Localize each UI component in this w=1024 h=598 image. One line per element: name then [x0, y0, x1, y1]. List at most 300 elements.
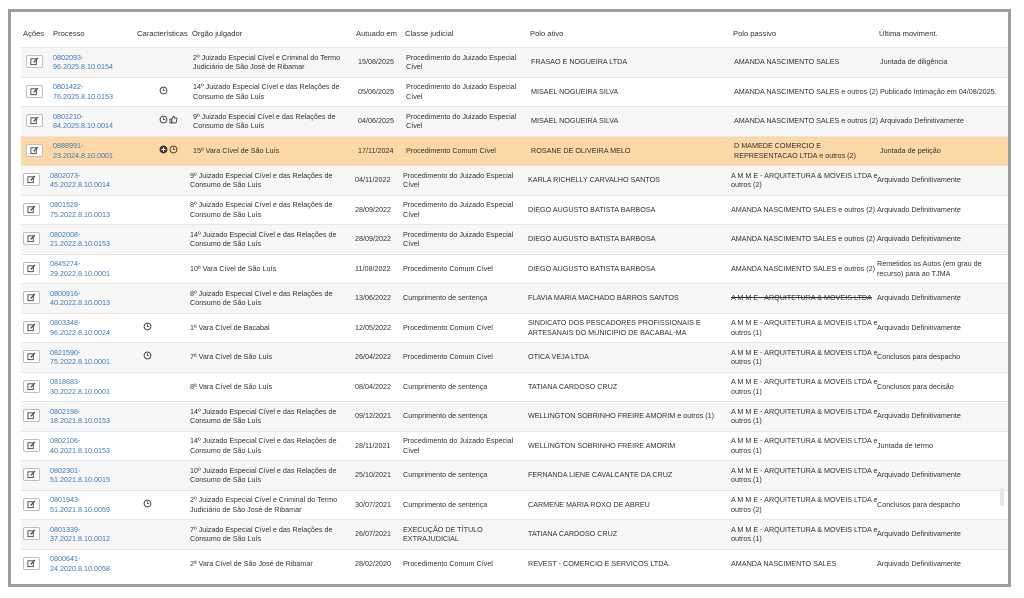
polo-passivo-text: A M M E - ARQUITETURA & MOVEIS LTDA e outros (1)	[731, 465, 878, 485]
polo-passivo	[731, 343, 879, 372]
autuado-em	[355, 343, 403, 372]
table-row[interactable]	[21, 47, 1009, 77]
autuado-em-text: 11/08/2022	[355, 263, 391, 273]
autuado-em	[358, 137, 406, 166]
classe-judicial	[403, 225, 523, 254]
edit-icon	[30, 57, 39, 66]
process-number-link[interactable]	[53, 48, 133, 77]
header-ultima-movimentacao[interactable]: Última moviment.	[879, 29, 938, 38]
process-number-link-text[interactable]: 0801528-75.2022.8.10.0013	[50, 200, 110, 219]
edit-icon	[27, 234, 36, 243]
classe-judicial-text: Procedimento do Juizado Especial Cível	[406, 82, 517, 101]
classe-judicial-text: Procedimento Comum Cível	[403, 352, 493, 362]
edit-process-button[interactable]	[26, 144, 43, 157]
clock-icon	[143, 499, 152, 511]
autuado-em-text: 04/11/2022	[355, 175, 391, 185]
polo-ativo	[528, 491, 728, 520]
autuado-em-text: 05/06/2025	[358, 86, 394, 96]
polo-ativo	[531, 107, 731, 136]
polo-passivo-text: AMANDA NASCIMENTO SALES e outros (2)	[731, 204, 876, 214]
characteristics-icons	[159, 78, 189, 107]
characteristics-icons	[143, 491, 173, 520]
process-number-link[interactable]	[50, 284, 130, 313]
orgao-julgador	[190, 284, 350, 313]
process-number-link-text[interactable]: 0801422-76.2025.8.10.0153	[53, 82, 113, 101]
edit-icon	[27, 264, 36, 273]
process-number-link-text[interactable]: 0802106-40.2021.8.10.0153	[50, 436, 110, 455]
classe-judicial	[403, 461, 523, 490]
clock-icon	[169, 145, 178, 157]
orgao-julgador-text: 9º Juizado Especial Cível e das Relações de Consumo de São Luís	[193, 111, 336, 131]
characteristics-icons	[143, 402, 173, 431]
edit-process-button[interactable]	[23, 380, 40, 393]
classe-judicial	[403, 491, 523, 520]
polo-ativo-text: ROSANE DE OLIVEIRA MELO	[531, 145, 631, 155]
orgao-julgador-text: 7ª Vara Cível de São Luís	[190, 352, 273, 362]
classe-judicial	[403, 550, 523, 579]
process-number-link[interactable]	[50, 402, 130, 431]
polo-passivo	[731, 225, 879, 254]
edit-process-button[interactable]	[23, 468, 40, 481]
ultima-movimentacao	[877, 284, 1005, 313]
orgao-julgador-text: 10ª Vara Cível de São Luís	[190, 263, 277, 273]
orgao-julgador	[190, 314, 350, 343]
orgao-julgador-text: 14º Juizado Especial Cível e das Relações de Consumo de São Luís	[190, 229, 337, 249]
orgao-julgador-text: 7º Juizado Especial Cível e das Relações de Consumo de São Luís	[190, 524, 333, 544]
process-number-link-text[interactable]: 0800916-40.2022.8.10.0013	[50, 288, 110, 308]
edit-icon	[27, 382, 36, 391]
characteristics-icons	[143, 225, 173, 254]
autuado-em	[355, 550, 403, 579]
classe-judicial	[406, 137, 526, 166]
edit-icon	[27, 411, 36, 420]
polo-ativo	[528, 373, 728, 402]
polo-passivo-text: AMANDA NASCIMENTO SALES	[731, 558, 837, 568]
classe-judicial	[403, 166, 523, 195]
polo-ativo	[528, 255, 728, 284]
process-number-link-text[interactable]: 0800641-24.2020.8.10.0058	[50, 554, 110, 573]
autuado-em	[355, 432, 403, 461]
polo-ativo-text: DIEGO AUGUSTO BATISTA BARBOSA	[528, 263, 656, 273]
edit-icon	[27, 559, 36, 568]
edit-icon	[27, 175, 36, 184]
classe-judicial-text: Cumprimento de sentença	[403, 381, 488, 391]
polo-ativo	[531, 48, 731, 77]
edit-icon	[27, 470, 36, 479]
orgao-julgador-text: 2ª Vara Cível de São José de Ribamar	[190, 558, 313, 568]
process-number-link[interactable]	[50, 343, 130, 372]
polo-passivo-text: D MAMEDE COMERCIO E REPRESENTACAO LTDA e outros (2)	[734, 141, 856, 160]
characteristics-icons	[143, 314, 173, 343]
polo-passivo-text: A M M E - ARQUITETURA & MOVEIS LTDA e outros (2)	[731, 495, 878, 514]
process-number-link[interactable]	[50, 432, 130, 461]
autuado-em-text: 30/07/2021	[355, 499, 391, 509]
classe-judicial-text: EXECUÇÃO DE TÍTULO EXTRAJUDICIAL	[403, 524, 483, 544]
ultima-movimentacao	[877, 343, 1005, 372]
table-row[interactable]	[21, 342, 1009, 372]
polo-ativo	[531, 137, 731, 166]
process-number-link-text[interactable]: 0802008-21.2022.8.10.0153	[50, 229, 110, 249]
edit-icon	[27, 529, 36, 538]
autuado-em-text: 25/10/2021	[355, 470, 391, 480]
autuado-em	[355, 314, 403, 343]
edit-process-button[interactable]	[23, 557, 40, 570]
characteristics-icons	[143, 284, 173, 313]
clock-icon	[159, 115, 168, 127]
polo-ativo	[528, 196, 728, 225]
header-polo-passivo[interactable]: Polo passivo	[733, 29, 777, 38]
edit-icon	[27, 500, 36, 509]
classe-judicial	[403, 284, 523, 313]
classe-judicial-text: Cumprimento de sentença	[403, 293, 488, 303]
polo-passivo	[731, 520, 879, 549]
classe-judicial	[403, 314, 523, 343]
process-number-link[interactable]	[50, 196, 130, 225]
polo-ativo-text: FERNANDA LIENE CAVALCANTE DA CRUZ	[528, 470, 673, 480]
table-row[interactable]	[21, 519, 1009, 549]
table-row[interactable]	[21, 372, 1009, 402]
ultima-movimentacao-text: Conclusos para despacho	[877, 499, 961, 509]
process-number-link[interactable]	[50, 255, 130, 284]
process-number-link-text[interactable]: 0801210-84.2025.8.10.0014	[53, 111, 113, 131]
classe-judicial-text: Procedimento Comum Cível	[403, 322, 493, 332]
ultima-movimentacao	[877, 461, 1005, 490]
autuado-em	[355, 520, 403, 549]
header-processo[interactable]: Processo	[53, 29, 85, 38]
polo-passivo	[731, 196, 879, 225]
table-row[interactable]	[21, 195, 1009, 225]
ultima-movimentacao	[877, 550, 1005, 579]
process-number-link[interactable]	[50, 491, 130, 520]
ultima-movimentacao-text: Arquivado Definitivamente	[877, 470, 961, 480]
autuado-em-text: 28/11/2021	[355, 440, 391, 450]
characteristics-icons	[159, 107, 189, 136]
edit-process-button[interactable]	[23, 439, 40, 452]
autuado-em	[355, 255, 403, 284]
orgao-julgador-text: 14º Juizado Especial Cível e das Relações de Consumo de São Luís	[190, 436, 337, 455]
ultima-movimentacao-text: Publicado Intimação em 04/08/2025.	[880, 86, 997, 96]
polo-ativo-text: TATIANA CARDOSO CRUZ	[528, 529, 618, 539]
polo-ativo-text: MISAEL NOGUEIRA SILVA	[531, 116, 619, 126]
characteristics-icons	[143, 520, 173, 549]
process-list-panel	[8, 9, 1011, 587]
table-row[interactable]	[21, 77, 1009, 107]
classe-judicial	[403, 255, 523, 284]
process-number-link-text[interactable]: 0802073-45.2022.8.10.0014	[50, 170, 110, 190]
edit-process-button[interactable]	[23, 409, 40, 422]
edit-icon	[27, 352, 36, 361]
classe-judicial	[403, 373, 523, 402]
ultima-movimentacao	[877, 402, 1005, 431]
scroll-indicator[interactable]	[1000, 488, 1004, 506]
ultima-movimentacao-text: Arquivado Definitivamente	[877, 322, 961, 332]
process-number-link-text[interactable]: 0802198-18.2021.8.10.0153	[50, 406, 110, 426]
polo-passivo	[731, 432, 879, 461]
edit-process-button[interactable]	[23, 321, 40, 334]
classe-judicial-text: Cumprimento de sentença	[403, 470, 488, 480]
autuado-em	[355, 491, 403, 520]
thumbs-up-icon	[169, 115, 178, 127]
orgao-julgador	[190, 373, 350, 402]
polo-passivo-text: AMANDA NASCIMENTO SALES e outros (2)	[734, 116, 879, 126]
process-number-link[interactable]	[50, 225, 130, 254]
edit-process-button[interactable]	[26, 114, 43, 127]
process-number-link[interactable]	[50, 461, 130, 490]
edit-process-button[interactable]	[23, 203, 40, 216]
polo-passivo	[731, 461, 879, 490]
orgao-julgador-text: 8ª Vara Cível de São Luís	[190, 381, 273, 391]
process-number-link-text[interactable]: 0818683-30.2022.8.10.0001	[50, 377, 110, 396]
ultima-movimentacao-text: Conclusos para decisão	[877, 381, 954, 391]
characteristics-icons	[143, 432, 173, 461]
orgao-julgador	[193, 78, 353, 107]
process-number-link[interactable]	[53, 78, 133, 107]
orgao-julgador	[190, 225, 350, 254]
classe-judicial	[403, 520, 523, 549]
polo-passivo-text: A M M E - ARQUITETURA & MOVEIS LTDA e outros (1)	[731, 436, 878, 455]
polo-ativo-text: FRASAO E NOGUEIRA LTDA	[531, 57, 628, 67]
process-number-link-text[interactable]: 0802301-51.2021.8.10.0015	[50, 465, 110, 485]
ultima-movimentacao-text: Juntada de diligência	[880, 57, 948, 67]
ultima-movimentacao-text: Arquivado Definitivamente	[877, 529, 961, 539]
table-row[interactable]	[21, 136, 1009, 166]
edit-process-button[interactable]	[23, 527, 40, 540]
edit-process-button[interactable]	[23, 350, 40, 363]
table-row[interactable]	[21, 283, 1009, 313]
polo-passivo	[734, 48, 882, 77]
header-orgao[interactable]: Órgão julgador	[192, 29, 243, 38]
autuado-em-text: 13/06/2022	[355, 293, 391, 303]
classe-judicial-text: Procedimento Comum Cível	[406, 145, 496, 155]
polo-ativo	[528, 520, 728, 549]
classe-judicial	[406, 78, 526, 107]
edit-process-button[interactable]	[26, 55, 43, 68]
autuado-em-text: 15/08/2025	[358, 57, 394, 67]
autuado-em	[355, 461, 403, 490]
polo-passivo	[731, 284, 879, 313]
orgao-julgador-text: 10º Juizado Especial Cível e das Relações de Consumo de São Luís	[190, 465, 337, 485]
ultima-movimentacao	[877, 432, 1005, 461]
header-polo-ativo[interactable]: Polo ativo	[530, 29, 564, 38]
autuado-em	[358, 107, 406, 136]
polo-ativo	[531, 78, 731, 107]
classe-judicial	[403, 432, 523, 461]
header-classe[interactable]: Classe judicial	[405, 29, 454, 38]
polo-ativo	[528, 166, 728, 195]
characteristics-icons	[143, 461, 173, 490]
polo-passivo	[731, 373, 879, 402]
autuado-em-text: 17/11/2024	[358, 145, 394, 155]
autuado-em	[355, 284, 403, 313]
ultima-movimentacao-text: Arquivado Definitivamente	[880, 116, 964, 126]
header-autuado[interactable]: Autuado em	[356, 29, 397, 38]
autuado-em	[355, 402, 403, 431]
characteristics-icons	[143, 373, 173, 402]
polo-passivo	[731, 491, 879, 520]
polo-passivo-text: A M M E - ARQUITETURA & MOVEIS LTDA	[731, 293, 872, 303]
orgao-julgador	[193, 137, 353, 166]
classe-judicial	[406, 107, 526, 136]
polo-ativo	[528, 432, 728, 461]
edit-process-button[interactable]	[23, 498, 40, 511]
characteristics-icons	[143, 550, 173, 579]
ultima-movimentacao	[880, 48, 1008, 77]
polo-ativo-text: CARMENE MARIA ROXO DE ABREU	[528, 499, 650, 509]
polo-ativo-text: SINDICATO DOS PESCADORES PROFISSIONAIS E ARTESANAIS DO MUNICIPIO DE BACABAL-MA	[528, 318, 701, 337]
polo-passivo-text: A M M E - ARQUITETURA & MOVEIS LTDA e outros (1)	[731, 347, 878, 367]
classe-judicial-text: Procedimento do Juizado Especial Cível	[403, 229, 514, 249]
orgao-julgador	[190, 432, 350, 461]
autuado-em	[355, 196, 403, 225]
orgao-julgador-text: 8º Juizado Especial Cível e das Relações de Consumo de São Luís	[190, 288, 333, 308]
characteristics-icons	[143, 255, 173, 284]
classe-judicial	[406, 48, 526, 77]
polo-passivo-text: AMANDA NASCIMENTO SALES e outros (2)	[734, 86, 879, 96]
ultima-movimentacao-text: Remetidos os Autos (em grau de recurso) para ao TJMA	[877, 259, 982, 278]
table-row[interactable]	[21, 401, 1009, 431]
edit-icon	[27, 205, 36, 214]
plus-circle-icon	[159, 145, 168, 157]
classe-judicial-text: Cumprimento de sentença	[403, 411, 488, 421]
polo-ativo-text: REVEST - COMERCIO E SERVICOS LTDA.	[528, 558, 671, 568]
autuado-em-text: 09/12/2021	[355, 411, 391, 421]
classe-judicial	[403, 196, 523, 225]
polo-passivo	[731, 550, 879, 579]
polo-passivo-text: A M M E - ARQUITETURA & MOVEIS LTDA e outros (1)	[731, 406, 878, 426]
ultima-movimentacao-text: Arquivado Definitivamente	[877, 558, 961, 568]
orgao-julgador-text: 8º Juizado Especial Cível e das Relações de Consumo de São Luís	[190, 200, 333, 219]
edit-process-button[interactable]	[23, 291, 40, 304]
table-row[interactable]	[21, 431, 1009, 461]
process-number-link-text[interactable]: 0803348-96.2022.8.10.0024	[50, 318, 110, 337]
autuado-em	[358, 48, 406, 77]
classe-judicial-text: Procedimento do Juizado Especial Cível	[403, 200, 514, 219]
polo-passivo-text: AMANDA NASCIMENTO SALES e outros (2)	[731, 234, 876, 244]
polo-passivo	[734, 78, 882, 107]
orgao-julgador-text: 14º Juizado Especial Cível e das Relações de Consumo de São Luís	[190, 406, 337, 426]
orgao-julgador-text: 2º Juizado Especial Cível e Criminal do Termo Judiciário de São José de Ribamar	[193, 52, 341, 72]
autuado-em	[355, 225, 403, 254]
polo-passivo	[731, 255, 879, 284]
characteristics-icons	[143, 166, 173, 195]
orgao-julgador	[190, 491, 350, 520]
orgao-julgador-text: 9º Juizado Especial Cível e das Relações de Consumo de São Luís	[190, 170, 333, 190]
process-number-link[interactable]	[53, 107, 133, 136]
table-row[interactable]	[21, 165, 1009, 195]
edit-process-button[interactable]	[23, 232, 40, 245]
edit-icon	[30, 146, 39, 155]
autuado-em-text: 08/04/2022	[355, 381, 391, 391]
orgao-julgador	[190, 520, 350, 549]
polo-passivo-text: A M M E - ARQUITETURA & MOVEIS LTDA e outros (1)	[731, 377, 878, 396]
table-row[interactable]	[21, 460, 1009, 490]
ultima-movimentacao	[880, 107, 1008, 136]
process-number-link-text[interactable]: 0845274-29.2022.8.10.0001	[50, 259, 110, 278]
polo-ativo	[528, 461, 728, 490]
header-acoes: Ações	[23, 29, 45, 38]
table-row[interactable]	[21, 224, 1009, 254]
polo-ativo-text: WELLINGTON SOBRINHO FREIRE AMORIM e outros (1)	[528, 411, 714, 421]
edit-process-button[interactable]	[23, 173, 40, 186]
edit-icon	[27, 293, 36, 302]
polo-ativo	[528, 402, 728, 431]
edit-process-button[interactable]	[26, 85, 43, 98]
ultima-movimentacao	[877, 314, 1005, 343]
clock-icon	[159, 86, 168, 98]
polo-passivo	[731, 402, 879, 431]
polo-ativo	[528, 284, 728, 313]
ultima-movimentacao	[877, 166, 1005, 195]
process-number-link-text[interactable]: 0801339-37.2021.8.10.0012	[50, 524, 110, 544]
polo-passivo	[734, 137, 882, 166]
orgao-julgador	[190, 550, 350, 579]
orgao-julgador	[190, 196, 350, 225]
polo-ativo-text: KARLA RICHELLY CARVALHO SANTOS	[528, 175, 660, 185]
orgao-julgador-text: 1ª Vara Cível de Bacabal	[190, 322, 270, 332]
ultima-movimentacao	[877, 520, 1005, 549]
polo-passivo	[731, 166, 879, 195]
process-number-link-text[interactable]: 0888991-23.2024.8.10.0001	[53, 141, 113, 160]
orgao-julgador	[190, 166, 350, 195]
polo-passivo-text: A M M E - ARQUITETURA & MOVEIS LTDA e outros (2)	[731, 170, 878, 190]
classe-judicial	[403, 343, 523, 372]
orgao-julgador-text: 2º Juizado Especial Cível e Criminal do Termo Judiciário de São José de Ribamar	[190, 495, 338, 514]
ultima-movimentacao	[877, 255, 1005, 284]
table-row[interactable]	[21, 490, 1009, 520]
polo-passivo	[734, 107, 882, 136]
ultima-movimentacao-text: Juntada de termo	[877, 440, 933, 450]
table-row[interactable]	[21, 549, 1009, 579]
process-number-link[interactable]	[50, 373, 130, 402]
autuado-em-text: 26/07/2021	[355, 529, 391, 539]
autuado-em-text: 26/04/2022	[355, 352, 391, 362]
table-row[interactable]	[21, 106, 1009, 136]
clock-icon	[143, 322, 152, 334]
ultima-movimentacao-text: Arquivado Definitivamente	[877, 175, 961, 185]
process-number-link-text[interactable]: 0802093-96.2025.8.10.0154	[53, 52, 113, 72]
clock-icon	[143, 351, 152, 363]
polo-ativo-text: WELLINGTON SOBRINHO FREIRE AMORIM	[528, 440, 676, 450]
polo-passivo-text: AMANDA NASCIMENTO SALES e outros (2)	[731, 263, 876, 273]
polo-ativo	[528, 550, 728, 579]
edit-process-button[interactable]	[23, 262, 40, 275]
table-row[interactable]	[21, 254, 1009, 284]
polo-ativo	[528, 314, 728, 343]
edit-icon	[27, 441, 36, 450]
ultima-movimentacao-text: Juntada de petição	[880, 145, 941, 155]
table-row[interactable]	[21, 313, 1009, 343]
autuado-em	[355, 166, 403, 195]
process-number-link-text[interactable]: 0821590-75.2022.8.10.0001	[50, 347, 110, 367]
process-number-link[interactable]	[50, 166, 130, 195]
process-number-link[interactable]	[53, 137, 133, 166]
process-number-link[interactable]	[50, 520, 130, 549]
autuado-em-text: 12/05/2022	[355, 322, 391, 332]
autuado-em-text: 04/06/2025	[358, 116, 394, 126]
process-number-link[interactable]	[50, 550, 130, 579]
orgao-julgador	[190, 461, 350, 490]
polo-ativo-text: TATIANA CARDOSO CRUZ	[528, 381, 618, 391]
ultima-movimentacao-text: Conclusos para despacho	[877, 352, 961, 362]
polo-ativo-text: FLAVIA MARIA MACHADO BARROS SANTOS	[528, 293, 679, 303]
edit-icon	[30, 116, 39, 125]
process-number-link[interactable]	[50, 314, 130, 343]
characteristics-icons	[143, 196, 173, 225]
polo-passivo-text: A M M E - ARQUITETURA & MOVEIS LTDA e outros (1)	[731, 524, 878, 544]
process-number-link-text[interactable]: 0801943-51.2021.8.10.0059	[50, 495, 110, 514]
ultima-movimentacao-text: Arquivado Definitivamente	[877, 293, 961, 303]
autuado-em-text: 28/09/2022	[355, 204, 391, 214]
